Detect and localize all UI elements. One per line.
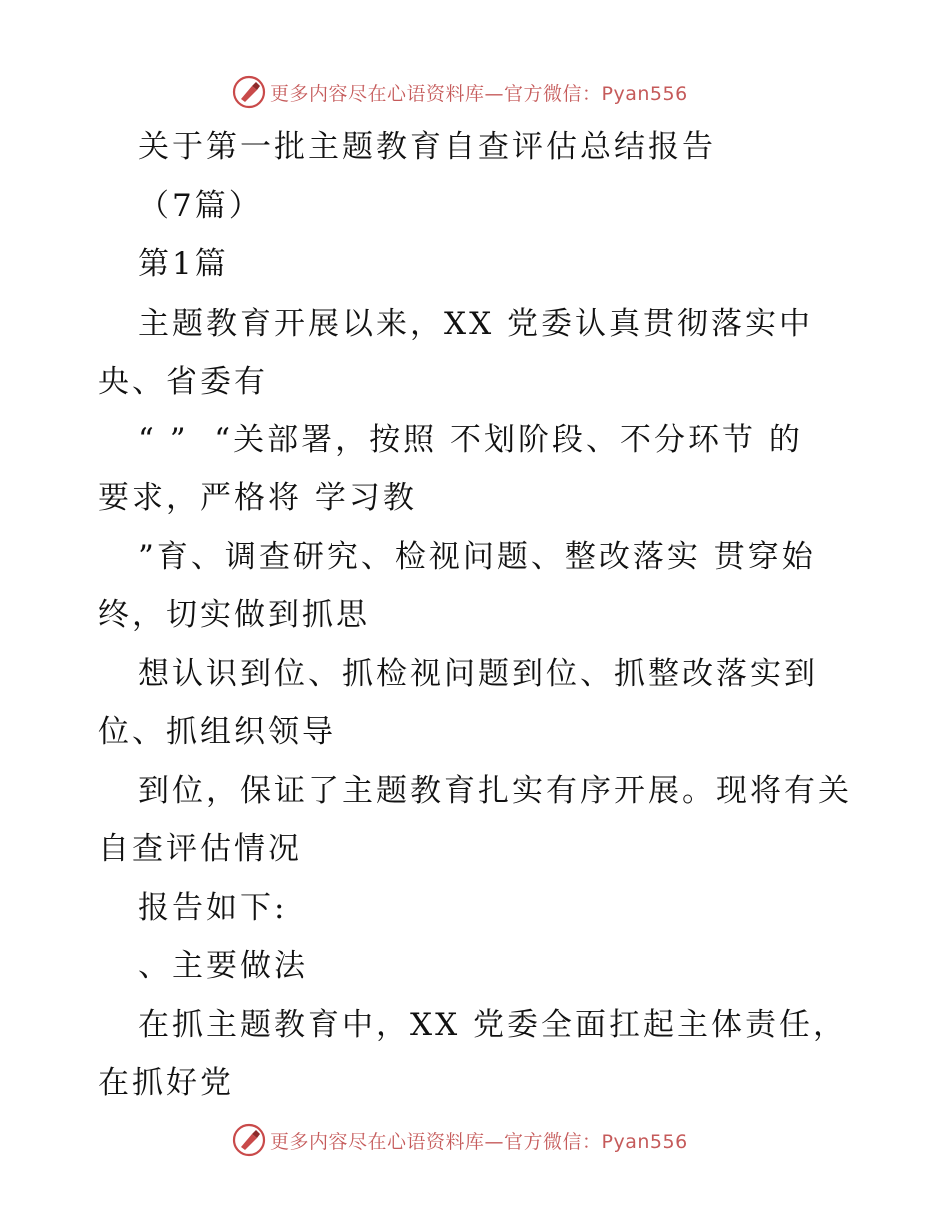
banner-text: 更多内容尽在心语资料库—官方微信：Pyan556: [270, 82, 688, 105]
text-line: ”育、调查研究、检视问题、整改落实 贯穿始: [138, 539, 816, 575]
text-line: 在抓好党: [98, 1065, 234, 1101]
text-line: 要求，严格将 学习教: [98, 480, 417, 516]
footer-banner: [232, 1120, 688, 1160]
document-title: 关于第一批主题教育自查评估总结报告: [138, 129, 716, 165]
header-banner: [232, 72, 688, 112]
text-line: 想认识到位、抓检视问题到位、抓整改落实到: [138, 656, 818, 692]
title-suffix: （7篇）: [138, 188, 263, 224]
section-heading: 、主要做法: [138, 948, 308, 984]
section-heading: 第1篇: [138, 246, 229, 282]
fountain-pen-logo-icon: [232, 1123, 266, 1157]
text-line: 自查评估情况: [98, 831, 302, 867]
text-line: 央、省委有: [98, 364, 268, 400]
text-line: 终，切实做到抓思: [98, 597, 370, 633]
fountain-pen-logo-icon: [232, 75, 266, 109]
text-line: 主题教育开展以来，XX 党委认真贯彻落实中: [138, 306, 813, 342]
text-line: 位、抓组织领导: [98, 714, 336, 750]
banner-text: 更多内容尽在心语资料库—官方微信：Pyan556: [270, 1130, 688, 1153]
text-line: 在抓主题教育中，XX 党委全面扛起主体责任，: [138, 1007, 847, 1043]
text-line: 报告如下:: [138, 890, 288, 926]
text-line: “ ” “关部署，按照 不划阶段、不分环节 的: [138, 422, 803, 458]
text-line: 到位，保证了主题教育扎实有序开展。现将有关: [138, 773, 852, 809]
